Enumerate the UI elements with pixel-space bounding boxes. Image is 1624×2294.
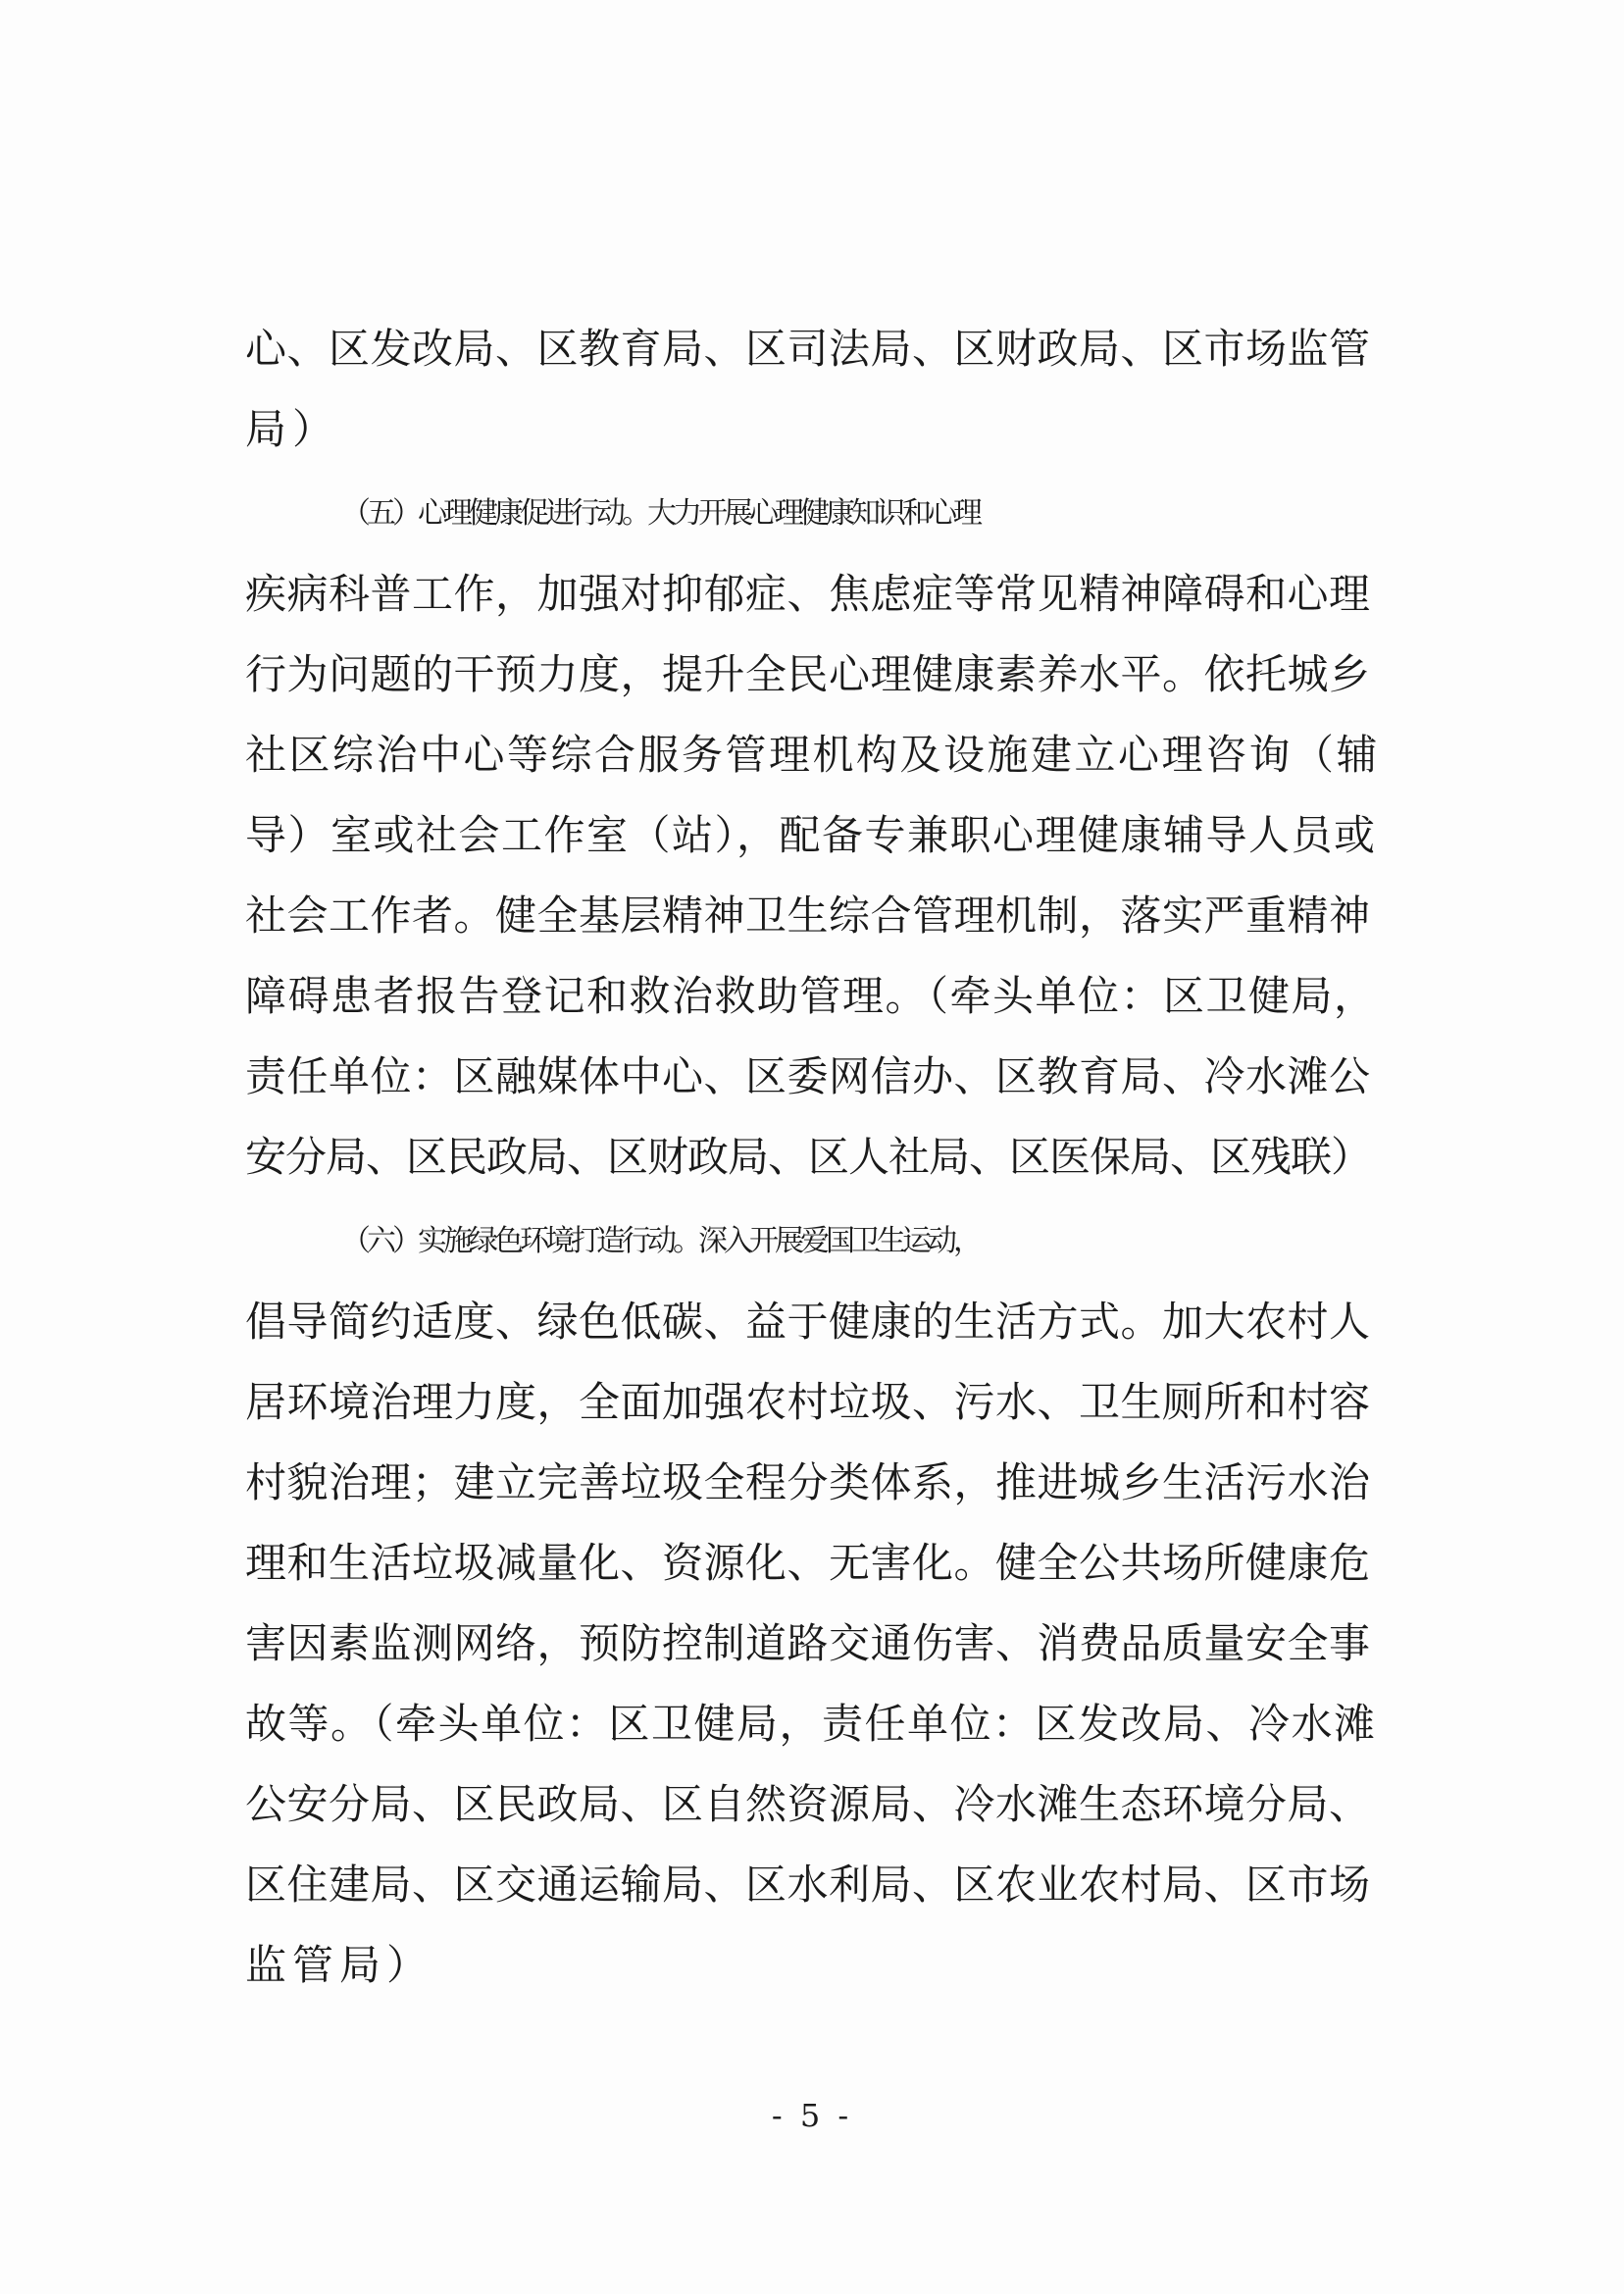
text-line: 倡导简约适度、绿色低碳、益于健康的生活方式。加大农村人 xyxy=(245,1298,1371,1346)
text-line: 村貌治理；建立完善垃圾全程分类体系，推进城乡生活污水治 xyxy=(245,1458,1371,1506)
text-line: 公安分局、区民政局、区自然资源局、冷水滩生态环境分局、 xyxy=(245,1780,1371,1828)
text-line: 社区综治中心等综合服务管理机构及设施建立心理咨询（辅 xyxy=(245,731,1381,779)
text-line: 行为问题的干预力度，提升全民心理健康素养水平。依托城乡 xyxy=(245,650,1371,698)
text-line: 居环境治理力度，全面加强农村垃圾、污水、卫生厕所和村容 xyxy=(245,1378,1371,1426)
text-line: 责任单位：区融媒体中心、区委网信办、区教育局、冷水滩公 xyxy=(245,1052,1371,1100)
text-line: 监管局） xyxy=(245,1941,434,1989)
text-line: 疾病科普工作，加强对抑郁症、焦虑症等常见精神障碍和心理 xyxy=(245,570,1371,618)
section-6-heading-line: （六）实施绿色环境打造行动。深入开展爱国卫生运动， xyxy=(341,1224,979,1258)
section-5-heading-line: （五）心理健康促进行动。大力开展心理健康知识和心理 xyxy=(341,496,979,531)
text-line: 害因素监测网络，预防控制道路交通伤害、消费品质量安全事 xyxy=(245,1619,1371,1667)
text-line: 故等。（牵头单位：区卫健局，责任单位：区发改局、冷水滩 xyxy=(245,1700,1377,1748)
page-number: - 5 - xyxy=(771,2097,853,2134)
text-line: 导）室或社会工作室（站），配备专兼职心理健康辅导人员或 xyxy=(245,811,1377,859)
text-line: 社会工作者。健全基层精神卫生综合管理机制，落实严重精神 xyxy=(245,892,1371,940)
text-line: 理和生活垃圾减量化、资源化、无害化。健全公共场所健康危 xyxy=(245,1539,1371,1587)
text-line: 局） xyxy=(245,405,340,453)
text-line: 心、区发改局、区教育局、区司法局、区财政局、区市场监管 xyxy=(245,325,1371,373)
text-line: 区住建局、区交通运输局、区水利局、区农业农村局、区市场 xyxy=(245,1861,1371,1909)
text-line: 障碍患者报告登记和救治救助管理。（牵头单位：区卫健局， xyxy=(245,972,1377,1020)
text-line: 安分局、区民政局、区财政局、区人社局、区医保局、区残联） xyxy=(245,1133,1372,1181)
